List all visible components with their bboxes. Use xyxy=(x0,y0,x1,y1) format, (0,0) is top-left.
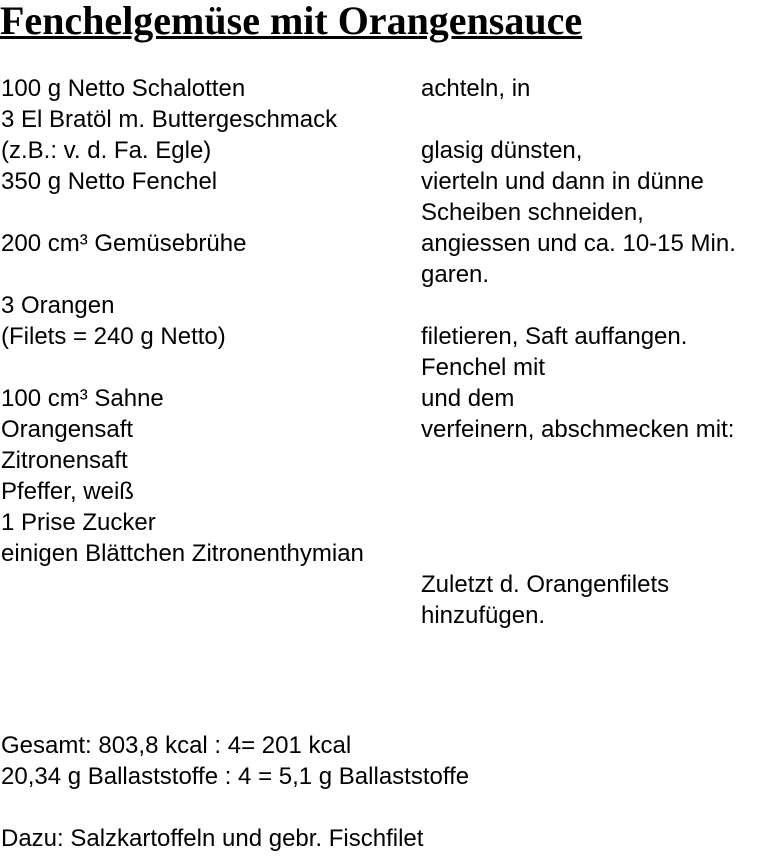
recipe-row xyxy=(0,600,774,631)
instruction: garen. xyxy=(421,261,490,288)
recipe-row xyxy=(0,383,774,414)
recipe-body xyxy=(0,73,774,631)
ingredient: 3 Orangen xyxy=(1,292,115,319)
ingredient: Pfeffer, weiß xyxy=(1,478,134,505)
instruction: hinzufügen. xyxy=(421,602,546,629)
recipe-row xyxy=(0,445,774,476)
total-calories: Gesamt: 803,8 kcal : 4= 201 kcal xyxy=(1,732,352,759)
recipe-row xyxy=(0,259,774,290)
recipe-row xyxy=(0,538,774,569)
ingredient: 1 Prise Zucker xyxy=(1,509,156,536)
instruction: angiessen und ca. 10-15 Min. xyxy=(421,230,736,257)
instruction: verfeinern, abschmecken mit: xyxy=(421,416,735,443)
ingredient: 100 cm³ Sahne xyxy=(1,385,164,412)
recipe-title: Fenchelgemüse mit Orangensauce xyxy=(0,0,583,43)
serving-suggestion: Dazu: Salzkartoffeln und gebr. Fischfilet xyxy=(1,825,424,852)
instruction: Scheiben schneiden, xyxy=(421,199,644,226)
recipe-row xyxy=(0,228,774,259)
instruction: Fenchel mit xyxy=(421,354,546,381)
instruction: vierteln und dann in dünne xyxy=(421,168,704,195)
ingredient: (z.B.: v. d. Fa. Egle) xyxy=(1,137,212,164)
recipe-row xyxy=(0,166,774,197)
recipe-row xyxy=(0,476,774,507)
recipe-row xyxy=(0,73,774,104)
instruction: Zuletzt d. Orangenfilets xyxy=(421,571,670,598)
recipe-row xyxy=(0,507,774,538)
recipe-row xyxy=(0,104,774,135)
instruction: glasig dünsten, xyxy=(421,137,583,164)
recipe-row xyxy=(0,321,774,352)
ingredient: 3 El Bratöl m. Buttergeschmack xyxy=(1,106,338,133)
recipe-row xyxy=(0,290,774,321)
recipe-row xyxy=(0,414,774,445)
ingredient: 200 cm³ Gemüsebrühe xyxy=(1,230,247,257)
instruction: und dem xyxy=(421,385,515,412)
ingredient: 100 g Netto Schalotten xyxy=(1,75,246,102)
recipe-row xyxy=(0,135,774,166)
recipe-row xyxy=(0,197,774,228)
ingredient: Zitronensaft xyxy=(1,447,128,474)
ingredient: (Filets = 240 g Netto) xyxy=(1,323,226,350)
ingredient: einigen Blättchen Zitronenthymian xyxy=(1,540,364,567)
ingredient: Orangensaft xyxy=(1,416,134,443)
instruction: filetieren, Saft auffangen. xyxy=(421,323,688,350)
instruction: achteln, in xyxy=(421,75,531,102)
recipe-row xyxy=(0,569,774,600)
recipe-row xyxy=(0,352,774,383)
ingredient: 350 g Netto Fenchel xyxy=(1,168,218,195)
fiber-content: 20,34 g Ballaststoffe : 4 = 5,1 g Ballaststoffe xyxy=(1,763,470,790)
